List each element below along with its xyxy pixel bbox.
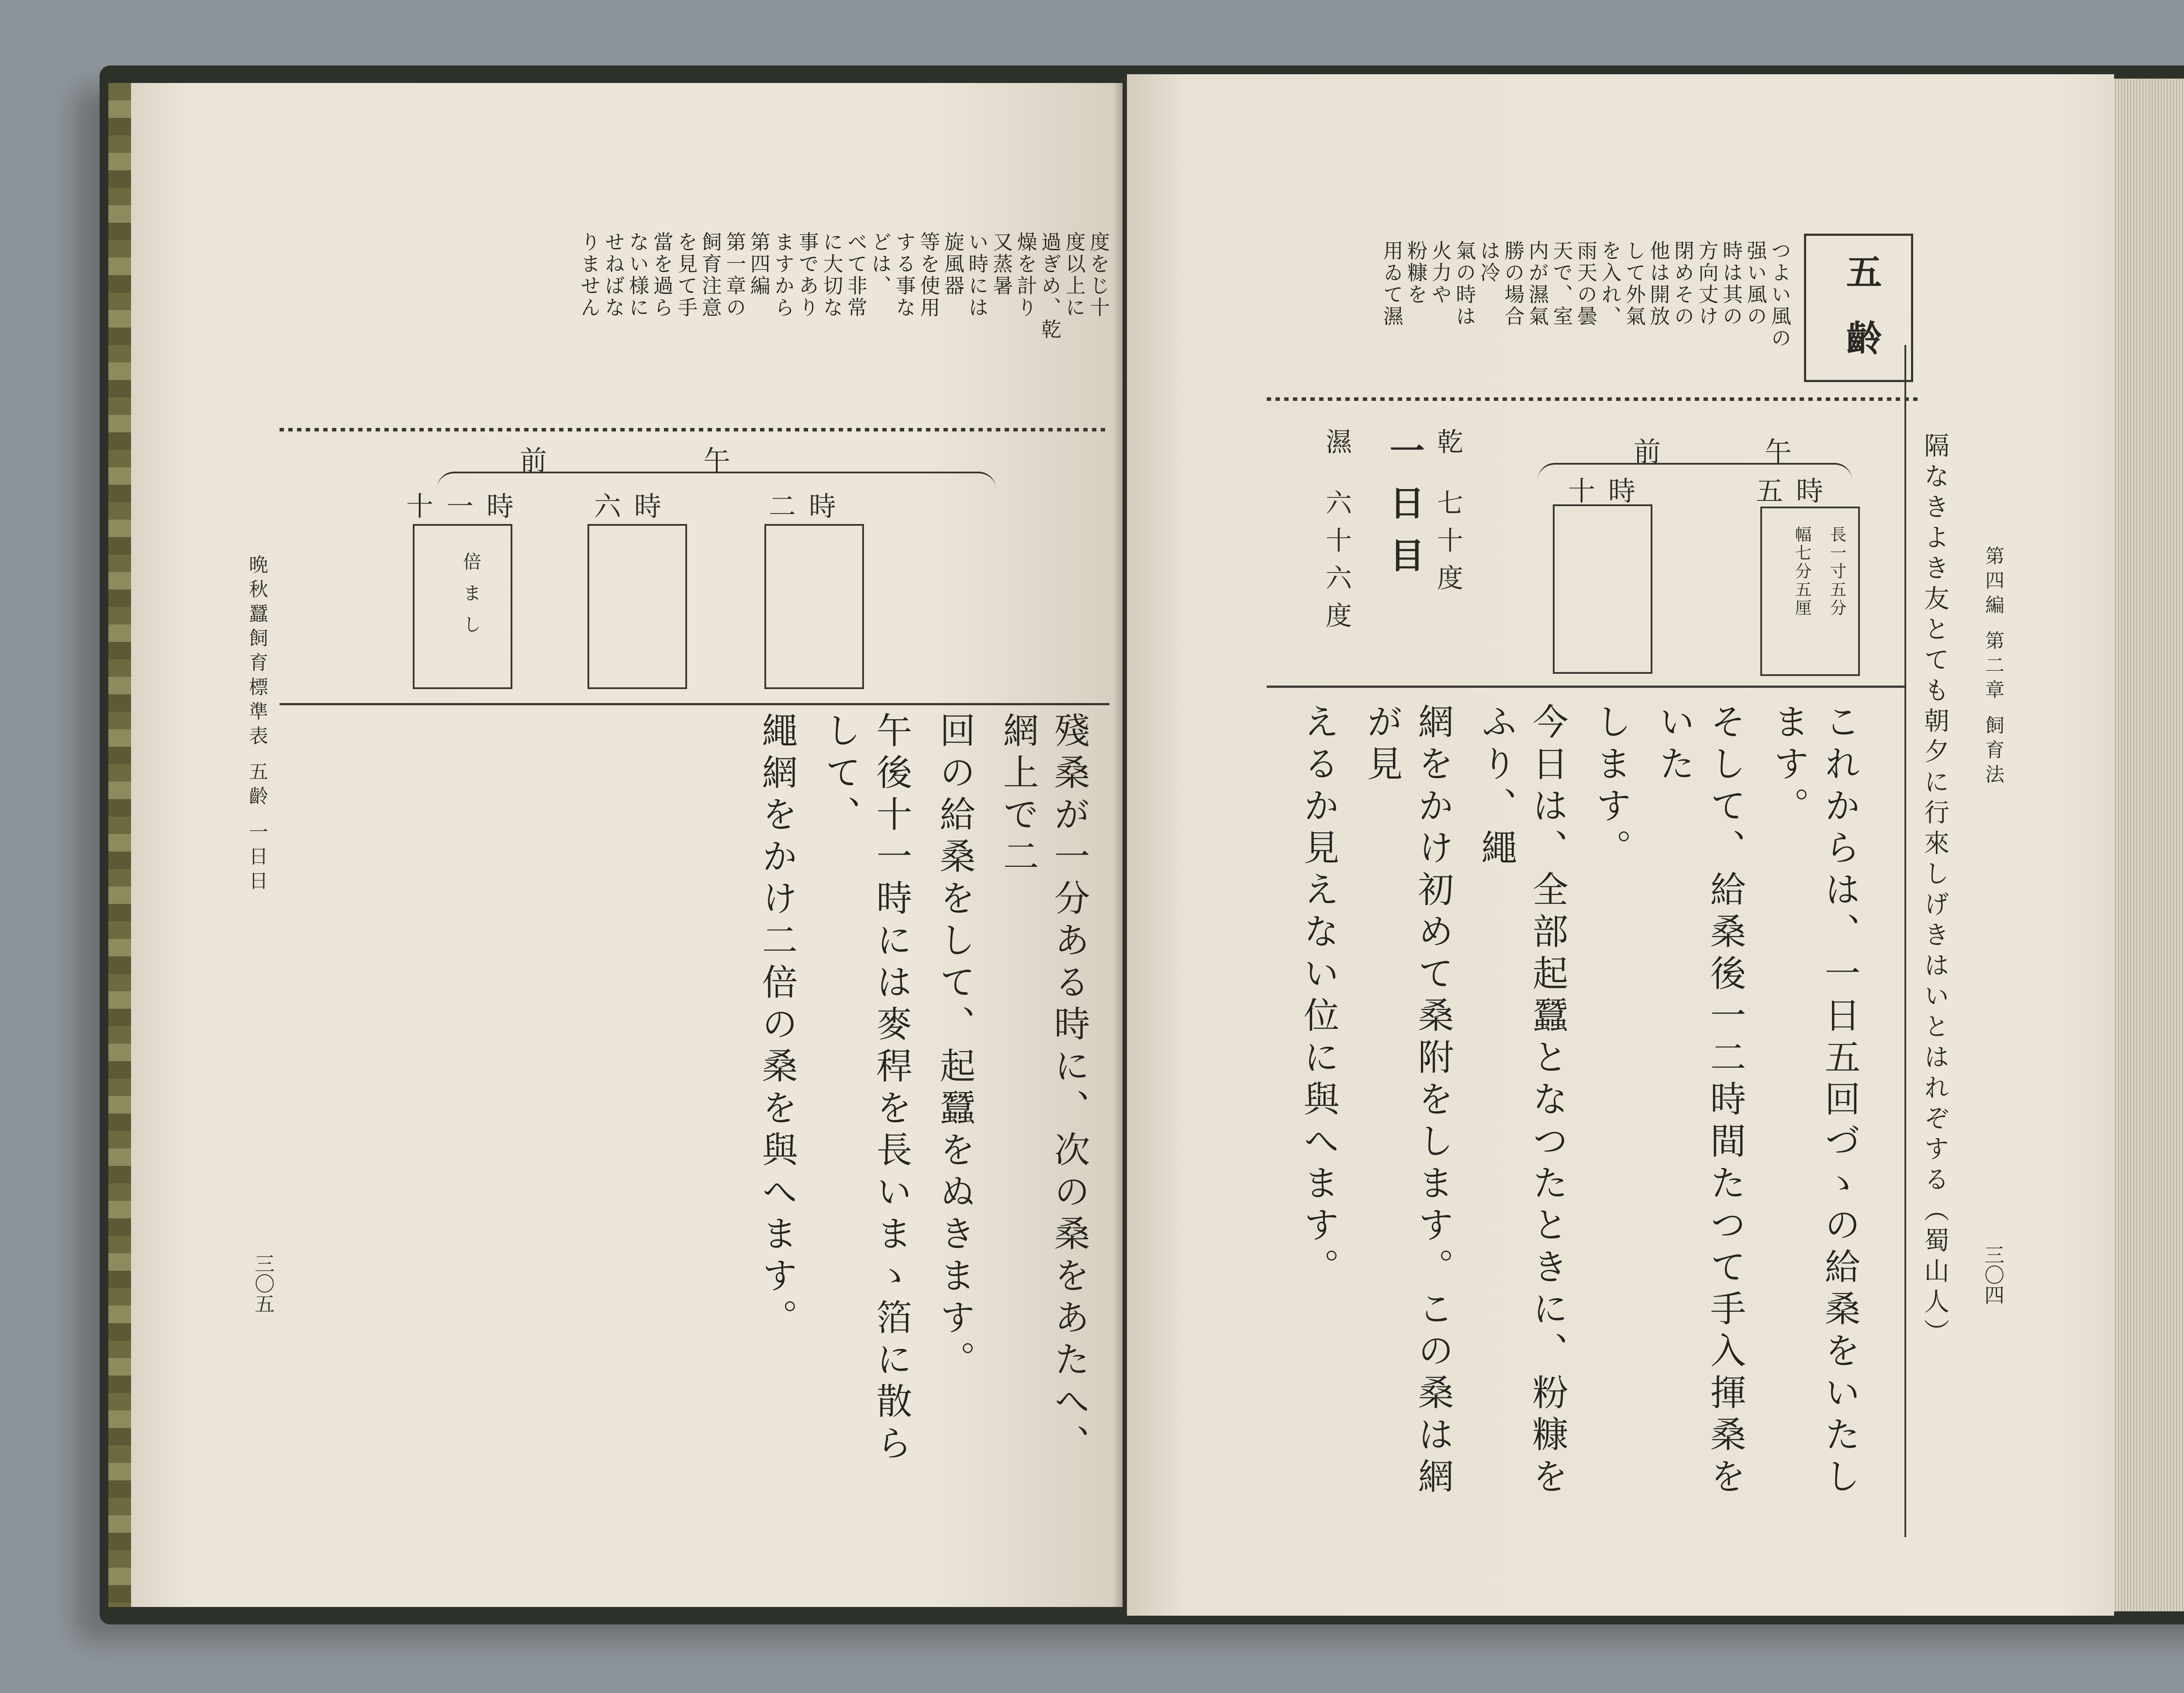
right-time-slot-1-label: 十時 (1568, 475, 1649, 507)
climate-dry-value: 七十度 (1433, 489, 1463, 602)
note-column: 雨天の曇 (1574, 240, 1598, 328)
note-column: 第一章の (723, 231, 747, 319)
day-label: 一日目 (1384, 432, 1425, 590)
note-column: 用ゐて濕 (1380, 240, 1404, 328)
right-note-divider (1267, 397, 1922, 401)
left-time-slot-1-label: 六時 (594, 490, 675, 522)
note-column: に大切な (820, 231, 844, 319)
note-column: 時は其の (1719, 240, 1743, 328)
poem: 隔なきよき友とても朝夕に行來しげきはいとはれぞする（蜀山人） (1920, 432, 1949, 1349)
climate-wet-label: 濕 (1321, 428, 1352, 465)
climate-wet-value: 六十六度 (1321, 489, 1352, 639)
body-column: 殘桑が一分ある時に、次の桑をあたへ、網上で二 (997, 712, 1090, 1466)
note-column: 度をじ十 (1087, 231, 1110, 319)
note-column: する事な (892, 231, 916, 319)
body-column: 網をかけ初めて桑附をします。この桑は網が見 (1361, 703, 1454, 1500)
note-column: を見て手 (674, 231, 698, 319)
note-column: 天で、室 (1550, 240, 1574, 328)
note-column: 勝の場合 (1501, 240, 1525, 328)
body-column: これからは、一日五回づゝの給桑をいたします。 (1768, 703, 1860, 1500)
left-main-text (751, 712, 1095, 1507)
left-note-divider (280, 428, 1105, 431)
body-column: 今日は、全部起蠶となつたときに、粉糠をふり、繩 (1476, 703, 1568, 1500)
section-title-box (1804, 234, 1913, 386)
note-column: 粉糠を (1404, 240, 1428, 306)
right-time-slot-0-label: 五時 (1756, 475, 1837, 507)
body-column: 午後十一時には麥稈を長いまゝ箔に散らして、 (819, 712, 912, 1466)
note-column: 火力や (1428, 240, 1452, 306)
left-time-slot-0-label: 二時 (769, 490, 850, 522)
right-page-number: 三〇四 (1981, 1245, 2005, 1305)
left-period-label: 午 (703, 445, 731, 476)
marbled-edge (108, 83, 135, 1607)
note-column: 燥を計り (1014, 231, 1038, 319)
note-column: べて非常 (844, 231, 868, 319)
left-page-number: 三〇五 (252, 1253, 275, 1314)
note-column: い時には (965, 231, 989, 319)
right-page (1127, 74, 2114, 1616)
right-table-rule (1267, 686, 1904, 688)
left-table-rule (280, 703, 1109, 705)
note-column: どは、 (868, 231, 892, 297)
note-column: 氣の時は (1453, 240, 1477, 328)
note-column: 閉めその (1671, 240, 1695, 328)
right-top-note (1267, 240, 1791, 389)
right-time-slot-1-box (1553, 504, 1652, 674)
right-time-slot-0-box (1760, 507, 1860, 676)
left-time-slot-2-note: 倍まし (460, 552, 482, 646)
note-column: して外氣 (1622, 240, 1646, 328)
note-column: 等を使用 (917, 231, 941, 319)
note-column: 又蒸暑 (989, 231, 1013, 297)
body-column: えるか見えない位に與へます。 (1298, 703, 1339, 1290)
note-column: 内が濕氣 (1525, 240, 1549, 328)
left-period2-label: 前 (520, 445, 547, 476)
left-running-head: 晩秋蠶飼育標準表 五齡 一日日 (245, 555, 268, 895)
right-period-label: 午 (1765, 436, 1792, 468)
right-running-head: 第四編 第二章 飼育法 (1982, 546, 2004, 789)
poem-frame (1904, 345, 1906, 1537)
body-column: 回の給桑をして、起蠶をぬきます。 (934, 712, 975, 1383)
right-time-slot-0-line-0: 長一寸五分 (1827, 526, 1846, 617)
note-column: 第四編 (747, 231, 771, 297)
left-top-note (288, 231, 1109, 424)
note-column: つよい風の (1768, 240, 1792, 349)
right-main-text (1293, 703, 1865, 1524)
left-time-slot-1-box (587, 524, 687, 689)
note-column: りません (577, 231, 601, 319)
note-column: を入れ、 (1598, 240, 1622, 328)
right-period2-label: 前 (1634, 436, 1661, 468)
note-column: 當を過ら (650, 231, 674, 319)
climate-dry-label: 乾 (1433, 428, 1463, 465)
note-column: ますから (771, 231, 795, 319)
section-title: 五齡 (1840, 253, 1882, 386)
left-time-slot-2-label: 十一時 (406, 490, 527, 522)
left-time-slot-0-box (764, 524, 864, 689)
right-time-slot-0-line-1: 幅七分五厘 (1792, 526, 1811, 617)
note-column: 度以上に (1062, 231, 1086, 319)
page-edges (2110, 79, 2184, 1611)
left-time-slot-2-box (413, 524, 512, 689)
note-column: ない様に (626, 231, 650, 319)
note-column: 旋風器 (941, 231, 965, 297)
body-column: そして、給桑後一二時間たつて手入揮桑をいた (1653, 703, 1746, 1500)
note-column: 方向丈け (1695, 240, 1719, 328)
note-column: 他は開放 (1647, 240, 1671, 328)
note-column: 事であり (795, 231, 819, 319)
left-page (131, 83, 1123, 1607)
body-column: 繩網をかけ二倍の桑を與へます。 (756, 712, 798, 1341)
note-column: は冷 (1477, 240, 1501, 284)
body-column: します。 (1590, 703, 1631, 871)
note-column: 强い風の (1744, 240, 1768, 328)
note-column: せねばな (601, 231, 625, 319)
note-column: 飼育注意 (698, 231, 722, 319)
note-column: 過ぎめ、乾 (1038, 231, 1062, 341)
